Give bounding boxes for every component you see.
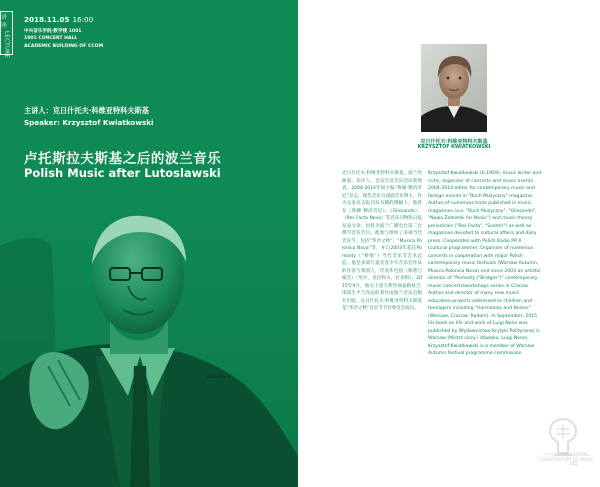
portrait-name-en: [0, 145, 600, 150]
venue-en-line-1: 1001 CONCERT HALL: [24, 36, 78, 42]
portrait-name-cn: [0, 138, 600, 145]
lecture-title-cn: 卢托斯拉夫斯基之后的波兰音乐: [24, 151, 222, 167]
speaker-en: Speaker: Krzysztof Kwiatkowski: [24, 118, 154, 127]
venue-en-line-2: ACADEMIC BUILDING OF CCOM: [24, 43, 104, 49]
page-number: 315: [569, 462, 578, 467]
bio-cn: 克日什托夫·科维亚特科夫斯基，波兰作曲家、乐评人、音乐会及音乐活动策划者。2004-2014年间主编“鲁赫·穆济奇尼”杂志，现代音乐与戏剧音乐博主。作为众多杂志报刊及书籍的撰稿人，他曾在《鲁赫·穆济奇尼》、《Glissando》、《Res Facta Nova》等音乐刊物和日报发表文章，也曾为波兰广播电台第二台撰写音乐节目。他参与组织了多项当代音乐节，包括“华沙之秋”、“Musica Polonica Nova”等，并自2003年起任Pomosty（“桥梁”）当代音乐节艺术总监。他是多部儿童及青少年音乐会作品的作者与策划人，代表作包括《和谐与噪音》（华沙、克拉科夫、拉多姆）。2015年9月，他关于意大利作曲家路易吉·诺诺生平与作品的著作由波兰音乐出版社出版。克日什托夫·科维亚特科夫斯基是“华沙之秋”音乐节节目委员会成员。: [342, 171, 422, 311]
event-time: 16:00: [72, 15, 94, 24]
composer-photo: [0, 206, 298, 487]
lecture-tag: [0, 11, 13, 59]
venue-cn: 中央音乐学院·教学楼 1001: [24, 29, 82, 34]
left-panel: [0, 0, 298, 487]
portrait-name-en-text: KRZYSZTOF KWIATKOWSKI: [417, 145, 491, 150]
bio-en: Krzysztof Kwiatkowski (b.1959), music writer and critic, organiser of concerts and music events. 2004-2014 editor for contemporary music and foreign events in "Ruch Muzyczny" magazine. Author of numerous texts published in music magazines (a.o. "Ruch Muzyczny", "Glissando", "Nowa Żołnierki for Music") and music theory periodicals ("Res Facta", "Scontri") as well as magazines devoted to cultural affairs and daily press. Cooperates with Polish Radio PR II (cultural programme). Organiser of numerous concerts in cooperation with major Polish contemporary music festivals (Warsaw Autumn, Musica Polonica Nova) and since 2003 an artistic director of "Pomosty ("Bridges")" contemporary music concerts/workshops series in Cracow. Author and director of many new music education projects addressed to children and teenagers including "Harmonies and Noises" (Warsaw, Cracow, Radom). In September, 2015 his book on life and work of Luigi Nono was published by Wydawnictwo Krytyki Politycznej in Warsaw (Mistrz ciszy i dźwięku. Luigi Nono). Krzysztof Kwiatkowski is a member of Warsaw Autumn festival programme commission.: [428, 171, 542, 356]
lecture-tag-cn: 讲座: [1, 14, 8, 29]
event-venue: [24, 28, 103, 50]
seal-text: 中央音乐学院 CENTRAL CONSERVATORY OF MUSIC: [538, 452, 594, 463]
portrait-name-cn-text: 克日什托夫·科维亚特科夫斯基: [420, 139, 488, 145]
lecture-tag-en: LECTURE: [3, 31, 10, 59]
event-date: [24, 15, 93, 24]
event-date-value: 2018.11.05: [24, 15, 70, 24]
speaker-portrait: [421, 44, 487, 132]
speaker-cn: 主讲人：克日什托夫·科维亚特科夫斯基: [24, 106, 149, 115]
lecture-title-en: Polish Music after Lutoslawski: [24, 166, 221, 180]
photo-caption: Lutoslawski: [207, 374, 232, 379]
